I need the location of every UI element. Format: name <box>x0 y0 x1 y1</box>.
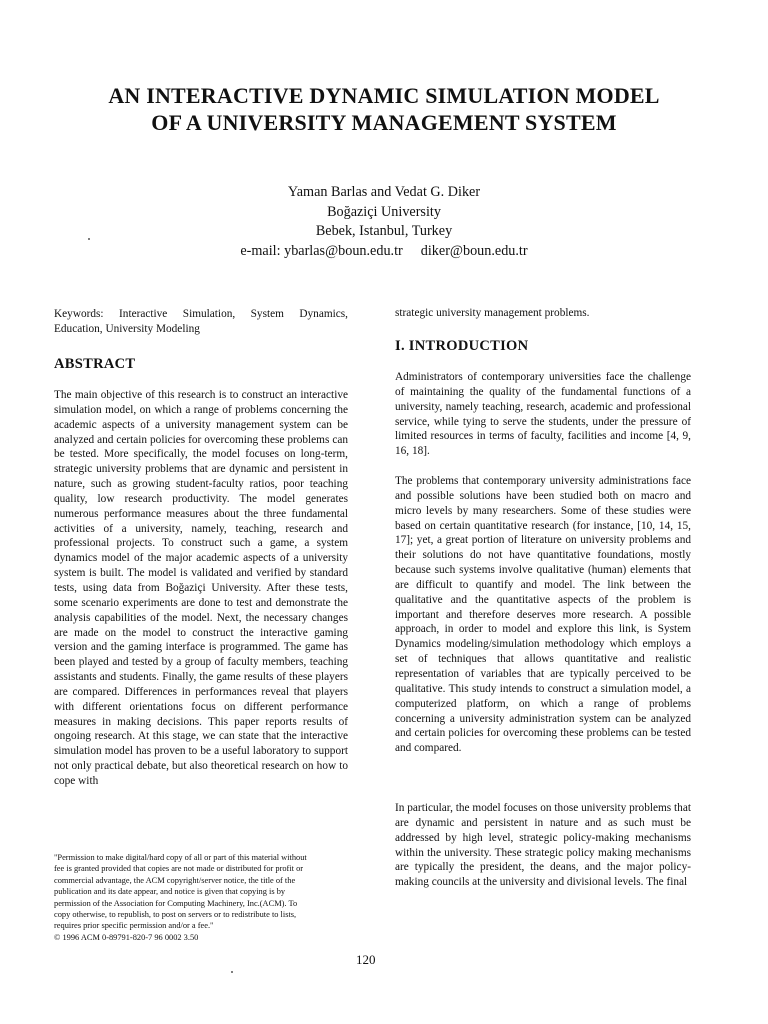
intro-paragraph-1 <box>395 370 691 459</box>
title-line-1: AN INTERACTIVE DYNAMIC SIMULATION MODEL <box>108 83 660 108</box>
permission-line: fee is granted provided that copies are not made or distributed for profit or <box>54 864 304 874</box>
copyright-line: © 1996 ACM 0-89791-820-7 96 0002 3.50 <box>54 932 199 942</box>
author-email-1: e-mail: ybarlas@boun.edu.tr <box>240 242 403 259</box>
author-names: Yaman Barlas and Vedat G. Diker <box>287 184 481 200</box>
permission-line: permission of the Association for Computing Machinery, Inc.(ACM). To <box>54 898 298 908</box>
abstract-heading: ABSTRACT <box>54 356 136 372</box>
intro-paragraph-3 <box>395 801 691 890</box>
abstract-body <box>54 388 348 789</box>
author-emails <box>40 242 728 262</box>
intro-paragraph-1-text: Administrators of contemporary universities face the challenge of maintaining the quality of the fundamental functions of a university, namely teaching, research, academic and professional service, while tying to serve the students, under the pressure of limited resources in terms of faculty, facilities and income [4, 9, 16, 18]. <box>395 371 691 458</box>
author-location: Bebek, Istanbul, Turkey <box>315 223 453 239</box>
permission-line: publication and its date appear, and notice is given that copying is by <box>54 887 286 897</box>
scan-speck <box>88 238 90 240</box>
permission-line: requires prior specific permission and/or a fee." <box>54 921 214 931</box>
keywords: Keywords: Interactive Simulation, System Dynamics, Education, University Modeling <box>54 308 348 335</box>
paper-title <box>40 82 728 136</box>
author-block <box>40 183 728 261</box>
permission-line: commercial advantage, the ACM copyright/server notice, the title of the <box>54 875 296 885</box>
intro-paragraph-2-text: The problems that contemporary university administrations face and possible solutions have been studied both on macro and micro levels by many researchers. Some of these studies were based on certain quantitative research (for instance, [10, 14, 15, 17]; yet, a great portion of literature on university problems and their solutions do not have quantitative foundations, mostly because such systems involve qualitative (human) elements that are difficult to quantify and model. The link between the qualitative and the quantitative aspects of the problem is important and therefore deserves more research. A possible approach, in order to model and explore this link, is System Dynamics modeling/simulation methodology which employs a set of techniques that allows quantitative and realistic representation of variables that are typically perceived to be qualitative. This study intends to construct a simulation model, a computerized platform, on which a range of problems concerning a university administration system can be analyzed and certain policies for overcoming these problems can be tested and compared. <box>395 475 691 755</box>
author-affiliation: Boğaziçi University <box>327 203 441 220</box>
title-line-2: OF A UNIVERSITY MANAGEMENT SYSTEM <box>151 110 617 135</box>
permission-line: "Permission to make digital/hard copy of all or part of this material without <box>54 853 307 862</box>
abstract-continuation: strategic university management problems. <box>395 307 590 319</box>
introduction-heading: I. INTRODUCTION <box>395 338 529 354</box>
scan-speck <box>231 971 233 973</box>
page-number: 120 <box>356 952 376 967</box>
intro-paragraph-3-text: In particular, the model focuses on those university problems that are dynamic and persistent in nature and as such must be addressed by high level, strategic policy-making mechanisms within the university. These strategic policy making mechanisms are typically the president, the deans, and the major policy-making councils at the university and divisional levels. The final <box>395 802 691 889</box>
author-email-2: diker@boun.edu.tr <box>420 242 528 259</box>
permission-line: copy otherwise, to republish, to post on servers or to redistribute to lists, <box>54 910 297 920</box>
abstract-paragraph: The main objective of this research is to construct an interactive simulation model, on which a range of problems concerning the academic aspects of a university management system can be analyzed and certain policies for overcoming these problems can be tested. More specifically, the model focuses on long-term, strategic university problems that are dynamic and persistent in nature, such as growing student-faculty ratios, poor teaching quality, low research productivity. The model generates numerous performance measures about the three fundamental activities of a university, namely, teaching, research and professional projects. To construct such a game, a system dynamics model of the major academic aspects of a university system is built. The model is validated and verified by standard tests, using data from Boğaziçi University. After these tests, some scenario experiments are done to test and demonstrate the analysis capabilities of the model. Next, the necessary changes are made on the model to construct the interactive gaming version and the gaming interface is programmed. The game has been played and tested by a group of faculty members, teaching assistants and students. Finally, the game results of these players are compared. Differences in performances reveal that players with different orientations focus on different performance measures in making decisions. This paper reports results of ongoing research. At this stage, we can state that the interactive simulation model has proven to be a useful laboratory to support not only practical debate, but also theoretical research on how to cope with <box>54 389 348 787</box>
permission-notice <box>54 852 359 943</box>
intro-paragraph-2 <box>395 474 691 756</box>
